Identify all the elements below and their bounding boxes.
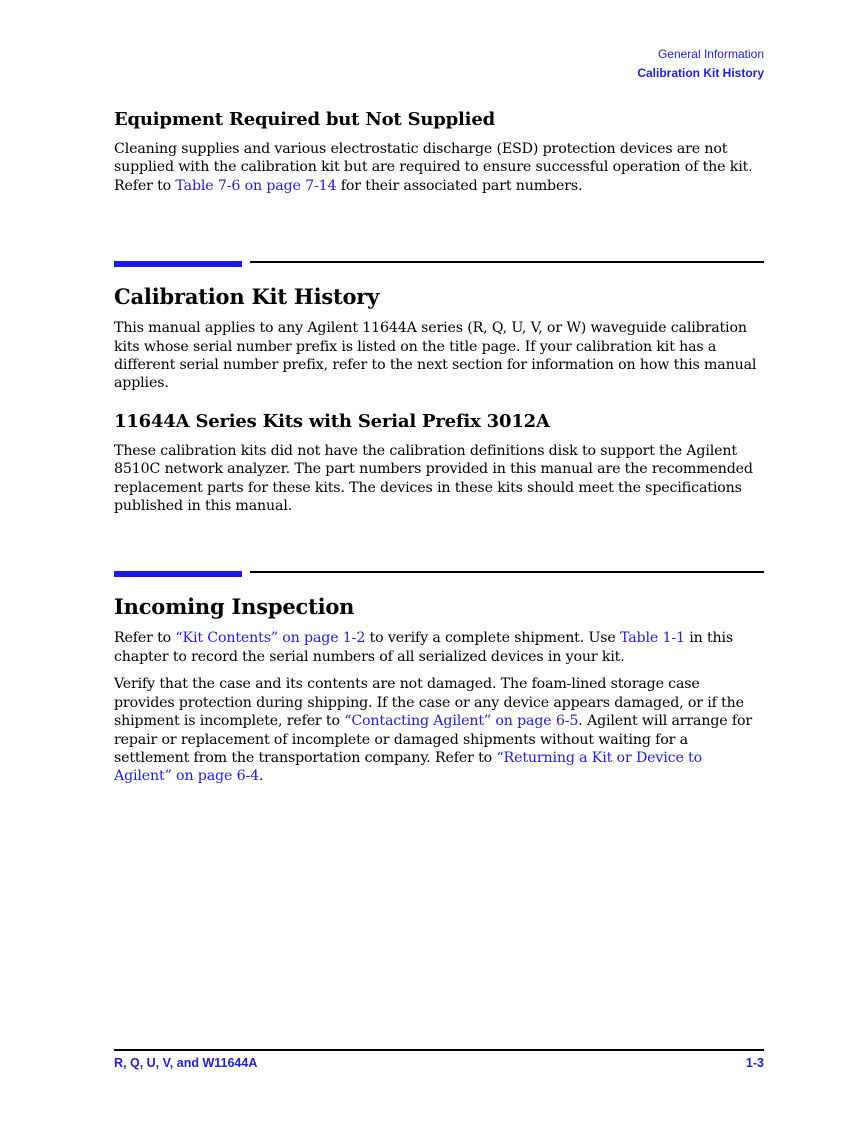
contacting-agilent-link[interactable]: “Contacting Agilent” on page 6-5 — [344, 713, 579, 730]
inspection-paragraph-1 — [114, 629, 764, 666]
table-1-1-link[interactable]: Table 1-1 — [620, 630, 685, 647]
inspection-paragraph-2 — [114, 675, 764, 785]
running-header — [637, 45, 764, 83]
serial-prefix-heading: 11644A Series Kits with Serial Prefix 3012A — [114, 410, 550, 432]
header-subsection-title: Calibration Kit History — [637, 66, 764, 80]
inspection-text: . Agilent will arrange for repair or replacement of incomplete or damaged shipments without waiting for a settlement from the transportation company. Refer to — [114, 713, 752, 766]
page-content — [114, 108, 764, 795]
equipment-text: Cleaning supplies and various electrostatic discharge (ESD) protection devices are not supplied with the calibration kit but are required to ensure successful operation of the kit. Refer to — [114, 141, 753, 194]
section-rule-history — [114, 261, 764, 267]
equipment-heading: Equipment Required but Not Supplied — [114, 109, 495, 130]
equipment-text-tail: for their associated part numbers. — [336, 177, 583, 194]
history-heading: Calibration Kit History — [114, 284, 380, 310]
inspection-heading: Incoming Inspection — [114, 594, 355, 620]
section-rule-inspection — [114, 571, 764, 577]
equipment-paragraph — [114, 140, 764, 195]
inspection-text: in this chapter to record the serial numbers of all serialized devices in your kit. — [114, 630, 733, 665]
inspection-text: Refer to — [114, 630, 176, 647]
history-section — [114, 283, 764, 515]
inspection-text: . — [258, 768, 264, 785]
inspection-text: Verify that the case and its contents are not damaged. The foam-lined storage case provides protection during shipping. If the case or any device appears damaged, or if the shipment is incomplete, refer to — [114, 676, 744, 730]
equipment-section — [114, 108, 764, 195]
kit-contents-link[interactable]: “Kit Contents” on page 1-2 — [175, 630, 366, 647]
inspection-text: to verify a complete shipment. Use — [365, 630, 620, 647]
rule-line — [250, 261, 764, 263]
table-7-6-link[interactable]: Table 7-6 on page 7-14 — [175, 177, 337, 194]
history-paragraph: This manual applies to any Agilent 11644A series (R, Q, U, V, or W) waveguide calibration kits whose serial number prefix is listed on the title page. If your calibration kit has a different serial number prefix, refer to the next section for information on how this manual applies. — [114, 320, 757, 392]
footer-model-title: R, Q, U, V, and W11644A — [114, 1056, 258, 1070]
rule-accent-bar — [114, 571, 242, 577]
footer-rule — [114, 1049, 764, 1051]
page-number: 1-3 — [745, 1056, 764, 1070]
returning-kit-link[interactable]: “Returning a Kit or Device to Agilent” on page 6-4 — [114, 749, 703, 785]
inspection-section — [114, 593, 764, 785]
serial-prefix-paragraph: These calibration kits did not have the calibration definitions disk to support the Agilent 8510C network analyzer. The part numbers provided in this manual are the recommended replacement parts for these kits. The devices in these kits should meet the specifications published in this manual. — [114, 442, 753, 515]
header-section-title: General Information — [657, 47, 764, 61]
rule-accent-bar — [114, 261, 242, 267]
rule-line — [250, 571, 764, 573]
